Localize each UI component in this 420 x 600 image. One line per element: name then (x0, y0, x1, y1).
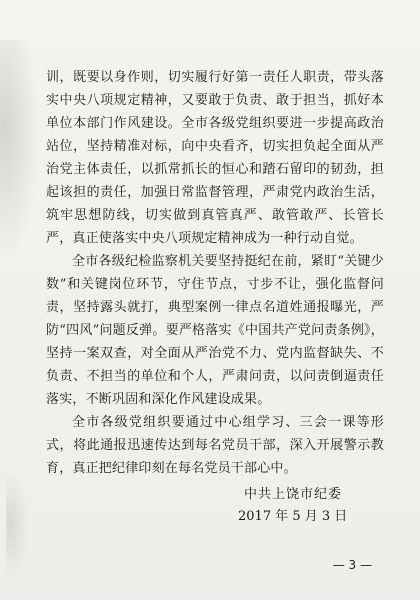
scan-shadow (6, 470, 30, 580)
document-body (46, 66, 384, 480)
signature-block (238, 484, 347, 528)
issue-date: 2017 年 5 月 3 日 (238, 509, 348, 524)
paragraph-warning-education: 全市各级党组织要通过中心组学习、三会一课等形式，将此通报迅速传达到每名党员干部，深入开展警示教育，真正把纪律印刻在每名党员干部心中。 (46, 415, 384, 476)
paragraph-discipline-inspection: 全市各级纪检监察机关要坚持挺纪在前，紧盯“关键少数”和关键岗位环节，守住节点，寸步不让，强化监督问责，坚持露头就打，典型案例一律点名道姓通报曝光，严防“四风”问题反弹。要严格落实《中国共产党问责条例》，坚持一案双查，对全面从严治党不力、党内监督缺失、不负责、不担当的单位和个人，严肃问责，以问责倒逼责任落实，不断巩固和深化作风建设成果。 (46, 254, 384, 407)
scan-shadow (0, 40, 40, 260)
paragraph-continued: 训，既要以身作则，切实履行好第一责任人职责，带头落实中央八项规定精神，又要敢于负责、敢于担当，抓好本单位本部门作风建设。全市各级党组织要进一步提高政治站位，坚持精准对标，向中央看齐，切实担负起全面从严治党主体责任，以抓常抓长的恒心和踏石留印的韧劲，担起该担的责任，加强日常监督管理，严肃党内政治生活，筑牢思想防线，切实做到真管真严、敢管敢严、长管长严，真正使落实中央八项规定精神成为一种行动自觉。 (46, 70, 384, 246)
page-number: — 3 — (332, 558, 372, 572)
issuing-organization: 中共上饶市纪委 (244, 487, 343, 502)
